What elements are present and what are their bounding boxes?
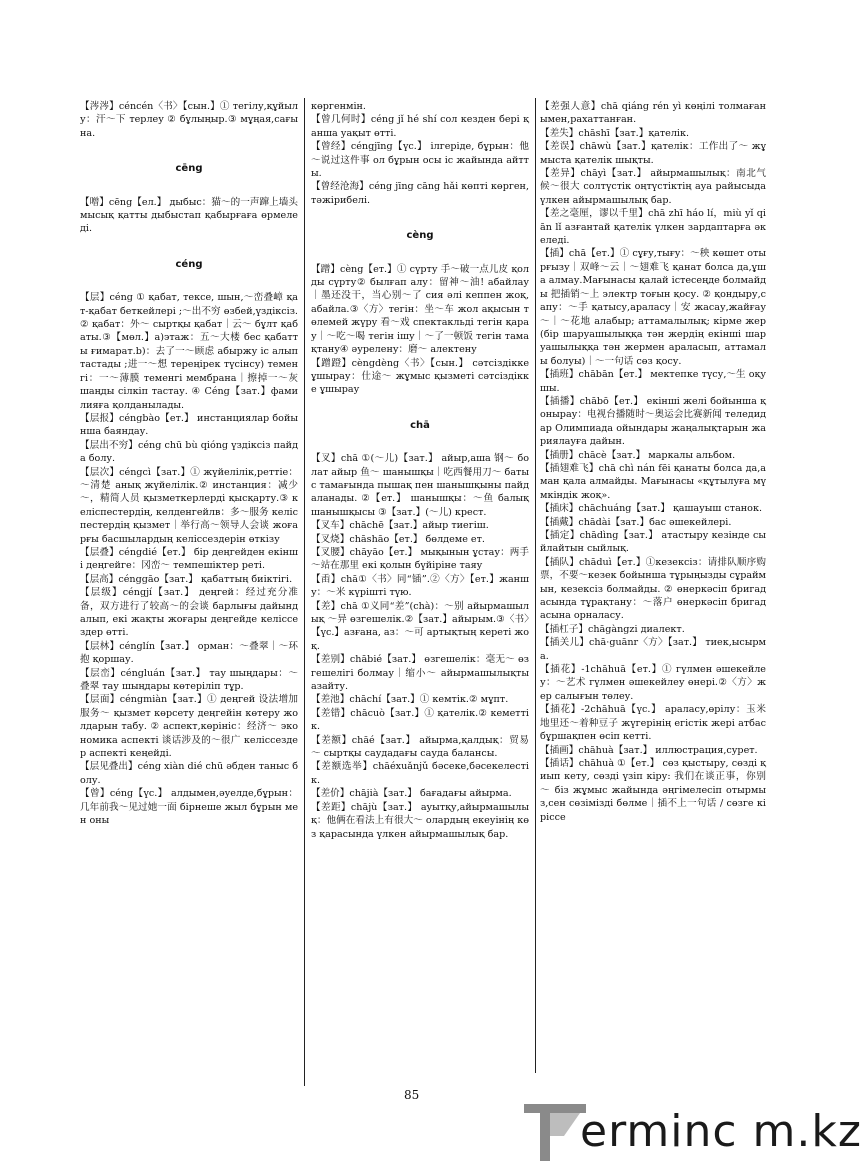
dictionary-entry: 【插定】chādìng【зат.】 атастыру кезінде сыйлайтын сыйлық. — [540, 530, 766, 555]
section-heading: cēng — [175, 163, 203, 175]
dictionary-entry: 【差误】chāwù【зат.】қателік：工作出了～ жұмыста қателік шықты. — [540, 141, 766, 166]
section-spacer — [80, 176, 298, 196]
dictionary-entry: 【插话】chāhuà ①【ет.】 сөз қыстыру, сөзді қиып кету, сөзді үзіп кіру: 我们在谈正事，你别～ біз жұмыс жайында әңгімелесіп отырмыз,сен сөзімізді бөлме｜插不上一句话 / сөзге кіріссе — [540, 757, 766, 823]
section-heading: chā — [410, 419, 430, 431]
dictionary-entry: 【差异】chāyì【зат.】 айырмашылық：南北气候～很大 солтүстік оңтүстіктің ауа райысыда үлкен айырмашылық бар. — [540, 168, 766, 206]
dictionary-entry: 【层面】céngmiàn【зат.】① деңгей 设法增加服务～ қызмет көрсету деңгейін көтеру жолдарын табу. ② аспект,көрініс：经济～ экономика аспекті 谈话涉及的～很广 келіссездер аспекті кеңейді. — [80, 694, 298, 760]
column-divider-left — [304, 98, 305, 1086]
page-number: 85 — [404, 1088, 420, 1102]
dictionary-entry: 【曾】céng【үс.】 алдымен,әуелде,бұрын：几年前我～见过她一面 бірнеше жыл бұрын мен оны — [80, 788, 298, 827]
section-spacer — [80, 140, 298, 162]
dictionary-entry: 【插播】chābō【ет.】 екінші желі бойынша қонырау：电视台播随时～奥运会比赛新闻 теледидар Олимпиада ойындары жаңалықтарын жариялауға дайын. — [540, 395, 766, 448]
dictionary-entry: 【插杠子】chāgàngzi диалект. — [540, 623, 685, 635]
dictionary-entry: 【曾几何时】céng jǐ hé shí сол кезден бері қанша уақыт өтті. — [311, 114, 529, 139]
dictionary-entry: 【层见叠出】céng xiàn dié chū әбден таныс болу. — [80, 761, 298, 786]
dictionary-entry: 【曾经】céngjīng【үс.】 ілгеріде, бұрын：他～说过这件事 ол бұрын осы іс жайында айтты. — [311, 141, 529, 180]
dictionary-column-2 — [311, 100, 529, 841]
section-spacer — [311, 397, 529, 419]
dictionary-entry: 【臿】chā①〈书〉同“锸”.②〈方〉【ет.】жаншу：～米 күрішті түю. — [311, 573, 529, 599]
termincom-logo — [520, 1096, 862, 1166]
dictionary-entry: 【层林】cénglín【зат.】 орман：～叠翠｜～环抱 қоршау. — [80, 640, 298, 666]
dictionary-entry: 【插关儿】chā·guānr〈方〉【зат.】 тиек,ысырма. — [540, 637, 766, 662]
dictionary-entry: 【差额】chāé【зат.】 айырма,қалдық：贸易～ сыртқы саудадағы сауда балансы. — [311, 734, 529, 760]
dictionary-column-3 — [540, 100, 766, 824]
dictionary-entry: 【叉腰】chāyāo【ет.】 мықынын ұстау：两手～站在那里 екі қолын бүйіріне таяу — [311, 546, 529, 572]
dictionary-entry: 【插册】chācè【зат.】 маркалы альбом. — [540, 449, 736, 461]
dictionary-entry: 【层】céng ① қабат, тексе, шын,～峦叠嶂 қат-қабат беткейлері ;～出不穷 өзбей,үздіксіз.② қабат：外～ сыртқы қабат｜云～ бұлт қабаты.③【мөл.】а)этаж：五～大楼 бес қабатты ғимарат.b)：去了一～顾虑 абыржу іс алып тастады ;进一～想 тереңірек түсінсу) теменгі：一～薄膜 теменгі мембрана｜擦掉一～灰 шаңды сілкіп тастау. ④ Céng【зат.】фамилияға қолданылады. — [80, 292, 298, 411]
dictionary-entry: 【蹭蹬】cèngdèng〈书〉【сын.】 сәтсіздікке ұшырау：仕途～ жұмыс қызметі сәтсіздікке ұшырау — [311, 357, 529, 396]
dictionary-entry: 【叉】chā ①(～儿)【зат.】 айыр,аша 钢～ болат айыр 鱼～ шанышқы｜吃西餐用刀～ батыс тамағында пышақ пен шанышқыны пайдаланады. ②【ет.】 шанышқы：～鱼 балық шанышқысы ③【зат.】(～儿) крест. — [311, 453, 529, 518]
dictionary-entry: 【层高】cénggāo【зат.】 қабаттың биіктігі. — [80, 573, 293, 585]
dictionary-entry: 【差距】chājù【зат.】 ауытқу,айырмашылық：他俩在看法上有很大～ олардың екеуінің көз қарасында үлкен айырмашылық бар. — [311, 801, 529, 840]
dictionary-entry: 【差别】chābié【зат.】 өзгешелік：毫无～ өзгешелігі болмау｜缩小～ айырмашылықты азайту. — [311, 654, 529, 693]
dictionary-column-1 — [80, 100, 298, 828]
section-spacer — [311, 432, 529, 452]
dictionary-entry: 【层峦】céngluán【зат.】 тау шыңдары：～叠翠 тау шыңдары көтеріліп тұр. — [80, 667, 298, 693]
dictionary-entry: 【插花】-1chāhuā【ет.】① гүлмен әшекейлеу：～艺术 гүлмен әшекейлеу өнері.②〈方〉жер салығын төлеу. — [540, 664, 766, 702]
dictionary-entry: 【插队】chāduì【ет.】①кезексіз：请排队顺序购票，不要～кезек бойынша тұрыңызды сұраймын, кезексіз болмайды. ② өнеркәсіп бригадасында тұрақтану：～落户 өнеркәсіп бригадасына орналасу. — [540, 556, 766, 622]
dictionary-entry: 【插床】chāchuáng【зат.】 қашауыш станок. — [540, 503, 763, 515]
dictionary-entry: 【蹭】cèng【ет.】① сүрту 手～破一点儿皮 қолды сүрту② былғап алу：留神～油! абайлау｜墨还没干，当心别～了 сия әлі кеппен жоқ, абайла.③〈方〉тегін：坐～车 жол ақысын төлемей жүру 看～戏 спектакльді тегін қарау｜～吃～喝 тегін ішу｜～了一顿饭 тегін тамақтану④ әурелену：磨～ алектену — [311, 263, 529, 356]
section-heading: céng — [175, 258, 203, 270]
dictionary-entry: 【插画】chāhuà【зат.】 иллюстрация,сурет. — [540, 744, 758, 756]
dictionary-entry: 【差失】chāshī【зат.】қателік. — [540, 127, 690, 139]
dictionary-entry: 【叉烧】chāshāo【ет.】 бөлдеме ет. — [311, 533, 485, 545]
section-spacer — [311, 243, 529, 263]
logo-text — [580, 1106, 862, 1157]
dictionary-entry: 【层次】céngcì【зат.】① жүйелілік,реттіе：～清楚 анық жүйелілік.② инстанция：减少～，精简人员 қызметкерлерді қысқарту.③ келіспестердің, келденгейлв：多～服务 келіспестердің қызмет｜举行高～领导人会谈 жоғарғы басшылардың келіссездерін өткізу — [80, 466, 298, 545]
dictionary-entry: 【层叠】céngdié【ет.】 бір деңгейден екінші деңгейге：冈峦～ темпешіктер реті. — [80, 546, 298, 572]
dictionary-entry: 【插班】chābān【ет.】 мектепке түсу,～生 оқушы. — [540, 369, 766, 394]
section-spacer — [80, 236, 298, 258]
dictionary-entry: 【涔涔】céncén〈书〉【сын.】① тегілу,құйылу：汗～下 терлеу ② бұлыңыр.③ мұңая,сағына. — [80, 101, 298, 139]
dictionary-entry: 【差错】chācuò【зат.】① қателік.② кеметтік. — [311, 707, 529, 733]
dictionary-entry: 【叉车】chāchē【зат.】айыр тиегіш. — [311, 520, 489, 532]
dictionary-entry: 【差池】chāchí【зат.】① кемтік.② мұпт. — [311, 694, 509, 706]
dictionary-entry: 【差价】chājià【зат.】 бағадағы айырма. — [311, 788, 512, 800]
dictionary-entry: 【插】chā【ет.】① сұғу,тығу：～秧 көшет отырғызу｜双峰～云｜～翅难飞 қанат болса да,ұша алмау.Мағынасы қалай істесеңде болмайды 把插销～上 электр тоғын қосу. ② қондыру,сапу：～手 қатысу,араласу｜安 жасау,жайғау～｜～花地 алабыр; аттамалылық; кірме жер(бір шаруашылыққа тән жердің екінші шаруашылыққа тән жермен араласып, аттамалы болуы)｜～一句话 сөз қосу. — [540, 248, 767, 367]
dictionary-entry: 【层报】céngbào【ет.】 инстанциялар бойынша баяндау. — [80, 412, 298, 438]
dictionary-entry: 【插翅难飞】chā chì nán fēi қанаты болса да,аман қала алмайды. Мағынасы «құтылуға мүмкіндік жоқ». — [540, 462, 766, 501]
dictionary-entry: 【差之毫厘，谬以千里】chā zhī háo lí，miù yǐ qiān lǐ азғантай қателік үлкен зардаптарға әкеледі. — [540, 208, 766, 247]
dictionary-entry: 【差额选举】chāéxuǎnjǔ бәсеке,бәсекелестік. — [311, 761, 529, 786]
dictionary-entry: көргенмін. — [311, 101, 366, 112]
dictionary-entry: 【层级】céngjí【зат.】 деңгей：经过充分准备，双方进行了较高～的会谈 барлығы дайындалып, екі жақты жоғары деңгейде келіссездер өтті. — [80, 587, 298, 639]
dictionary-entry: 【层出不穷】céng chū bù qióng үздіксіз пайда болу. — [80, 439, 298, 465]
dictionary-entry: 【插花】-2chāhuā【үс.】 араласу,өрілу：玉米地里还～着种豆子 жүгерінің егістік жері атбас бұршақпен өсіп кетті. — [540, 704, 766, 743]
dictionary-entry: 【差】chā ①义同“差”(chà)：～别 айырмашылық ～异 өзгешелік.②【зат.】айырым.③〈书〉【үс.】азғана, аз：～可 артықтың кереті жоқ. — [311, 600, 530, 652]
section-heading: cèng — [406, 230, 434, 242]
dictionary-entry: 【噌】cēng【ел.】 дыбыс：猫～的一声蹿上墙头 мысық қатты дыбыстап қабырғаға өрмеледі. — [80, 196, 298, 235]
dictionary-entry: 【曾经沧海】céng jīng cāng hǎi көпті көрген, тәжірибелі. — [311, 181, 529, 206]
dictionary-entry: 【插戴】chādài【зат.】бас әшекейлері. — [540, 516, 732, 528]
dictionary-entry: 【差强人意】chā qiáng rén yì көңілі толмағанымен,рахаттанған. — [540, 101, 766, 126]
column-divider-right — [535, 98, 536, 1073]
section-spacer — [311, 207, 529, 229]
logo-wordmark: erminc m.kz — [580, 1106, 862, 1157]
section-spacer — [80, 271, 298, 291]
